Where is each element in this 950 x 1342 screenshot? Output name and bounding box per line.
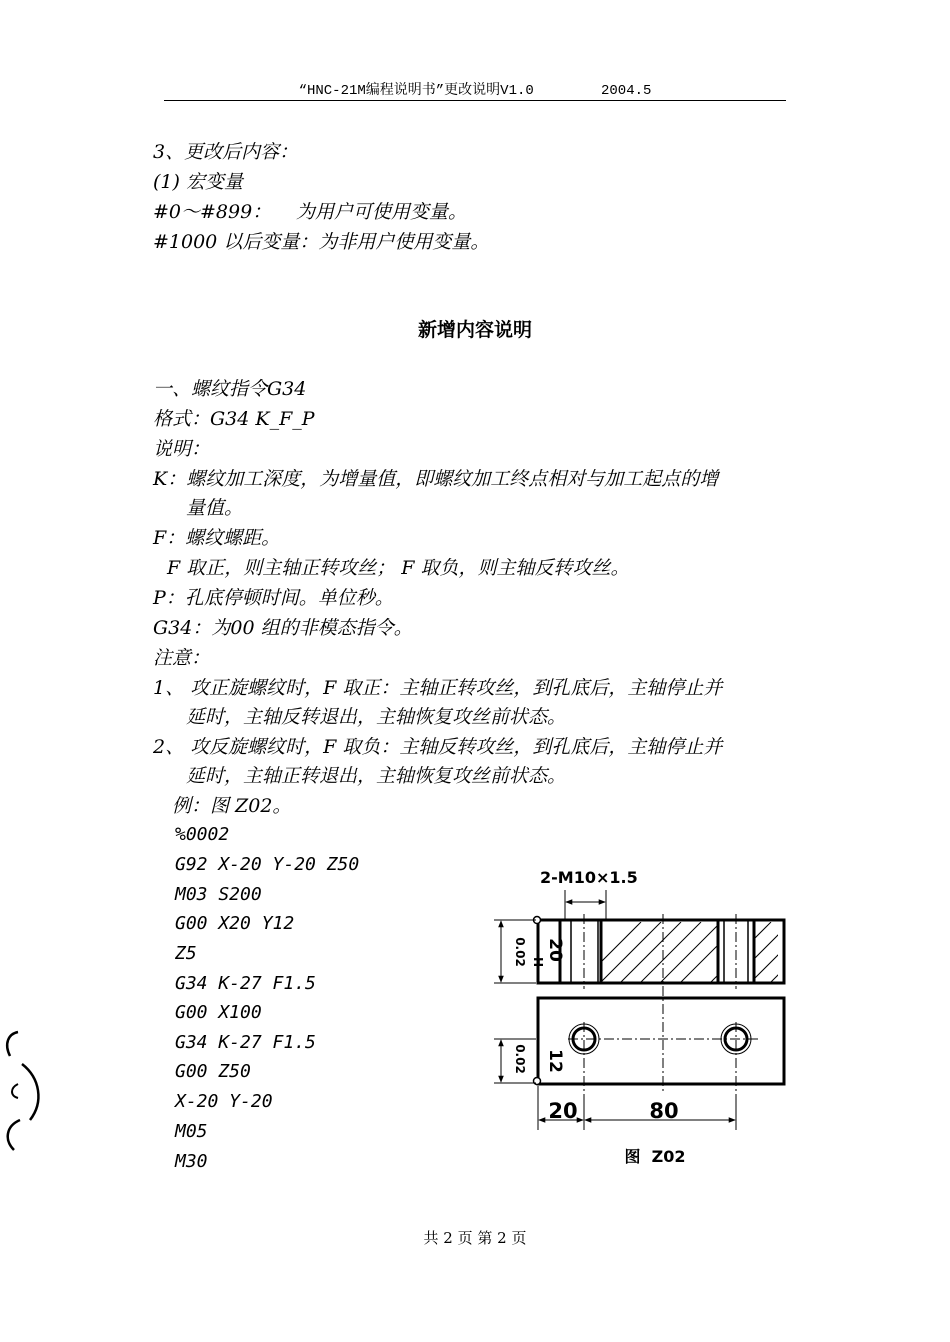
note1-line1: 1、 攻正旋螺纹时，F 取正：主轴正转攻丝，到孔底后，主轴停止并 [153, 677, 723, 699]
yoffset-label: 12 [545, 1049, 565, 1073]
program-line: Z5 [175, 943, 197, 964]
var-range1: #0～#899： [153, 201, 272, 223]
note2-line1: 2、 攻反旋螺纹时，F 取负：主轴反转攻丝，到孔底后，主轴停止并 [153, 736, 723, 758]
header-title: “HNC-21M编程说明书”更改说明V1.0 [298, 83, 534, 99]
p-line: P：孔底停顿时间。单位秒。 [153, 587, 394, 609]
var-line2: #1000 以后变量：为非用户使用变量。 [153, 231, 490, 253]
program-line: M03 S200 [175, 884, 262, 905]
side-view-hatching [581, 922, 798, 982]
figure-caption: 图 Z02 [624, 1147, 686, 1166]
margin-handwritten-marks [0, 1022, 60, 1162]
k-line2: 量值。 [186, 497, 244, 519]
dim-20-label: 20 [548, 1099, 578, 1123]
program-line: G34 K-27 F1.5 [175, 973, 316, 994]
var-desc1: 为用户可使用变量。 [296, 201, 468, 223]
g34-group-line: G34：为00 组的非模态指令。 [153, 617, 413, 639]
figure-z02-drawing [488, 862, 798, 1172]
changes-item1: (1) 宏变量 [153, 171, 243, 193]
header-date: 2004.5 [601, 83, 652, 99]
g34-format: 格式：G34 K_F_P [153, 408, 315, 430]
g34-explain: 说明： [153, 438, 211, 460]
page-footer: 共 2 页 第 2 页 [423, 1229, 527, 1247]
header-rule [164, 100, 786, 101]
program-line: G00 X100 [175, 1002, 262, 1023]
note1-line2: 延时，主轴反转退出，主轴恢复攻丝前状态。 [186, 706, 567, 728]
program-line: M05 [175, 1121, 208, 1142]
program-line: G00 X20 Y12 [175, 913, 295, 934]
f-sign: F 取正，则主轴正转攻丝； F 取负，则主轴反转攻丝。 [167, 557, 630, 579]
program-line: G34 K-27 F1.5 [175, 1032, 316, 1053]
side-view-outline [538, 920, 784, 983]
page-header [164, 82, 786, 100]
depth-tolerance-symbol: H [531, 956, 545, 968]
program-line: M30 [175, 1151, 208, 1172]
height-label-bottom: 0.02 [513, 1044, 527, 1074]
note2-line2: 延时，主轴正转退出，主轴恢复攻丝前状态。 [186, 765, 567, 787]
f-line: F：螺纹螺距。 [153, 527, 281, 549]
dim-80-label: 80 [649, 1099, 679, 1123]
thread-label: 2-M10×1.5 [540, 868, 638, 887]
program-line: X-20 Y-20 [175, 1091, 273, 1112]
height-label-top: 0.02 [513, 937, 527, 967]
program-line: G92 X-20 Y-20 Z50 [175, 854, 360, 875]
note-heading: 注意： [153, 647, 211, 669]
g34-heading: 一、螺纹指令G34 [153, 378, 307, 400]
program-line: G00 Z50 [175, 1061, 251, 1082]
depth-label: 20 [545, 938, 565, 962]
section-title: 新增内容说明 [417, 319, 532, 341]
example-line: 例：图 Z02。 [172, 795, 292, 817]
changes-heading: 3、更改后内容： [153, 141, 299, 163]
k-line1: K：螺纹加工深度，为增量值，即螺纹加工终点相对与加工起点的增 [153, 468, 719, 490]
program-line: %0002 [175, 824, 230, 845]
